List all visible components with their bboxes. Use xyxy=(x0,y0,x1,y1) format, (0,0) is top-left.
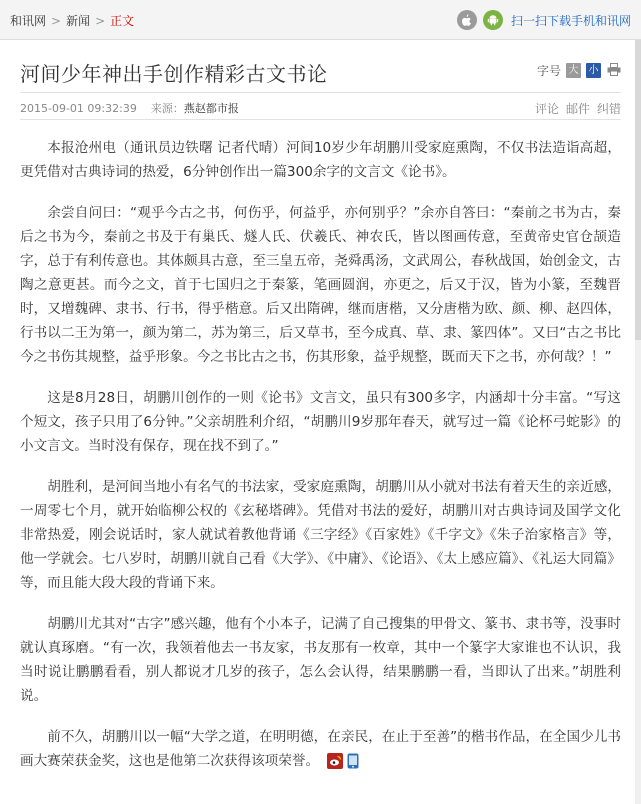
share-mobile-icon[interactable] xyxy=(347,753,359,769)
article-body xyxy=(20,136,621,790)
article-paragraph: 余尝自问曰：“观乎今古之书，何伤乎，何益乎，亦何别乎？”余亦自答曰：“秦前之书为古，秦后之书为今，秦前之书及于有巢氏、燧人氏、伏羲氏、神农氏，皆以图画传意，至黄帝史官仓颉造字，总于有利传意也。其体颇具古意，至三皇五帝，尧舜禹汤，文武周公，春秋战国，始创金文，古陶之意更甚。而今之文，首于七国归之于秦篆，笔画圆润，亦更之，后又于汉，皆为小篆，至魏晋时，又增魏碑、隶书、行书，得乎楷意。后又出隋碑，继而唐楷，又分唐楷为欧、颜、柳、赵四体，行书以二王为第一，颜为第二，苏为第三，后又草书，至今成真、草、隶、篆四体”。又曰“古之书比今之书伤其规整，益乎形象。今之书比古之书，伤其形象，益乎规整，既而天下之书，亦何哉？！” xyxy=(20,205,621,365)
meta-divider xyxy=(20,119,621,120)
comment-link[interactable]: 评论 xyxy=(534,102,559,116)
email-link[interactable]: 邮件 xyxy=(565,102,590,116)
share-icons xyxy=(323,753,359,769)
correct-link[interactable]: 纠错 xyxy=(596,102,621,116)
article-paragraph: 本报沧州电（通讯员边铁曙 记者代晴）河间10岁少年胡鹏川受家庭熏陶，不仅书法造诣高超，更凭借对古典诗词的热爱，6分钟创作出一篇300余字的文言文《论书》。 xyxy=(20,140,621,180)
breadcrumb-current: 正文 xyxy=(110,14,135,28)
article-paragraph: 胡鹏川尤其对“古字”感兴趣，他有个小本子，记满了自己搜集的甲骨文、篆书、隶书等，没事时就认真琢磨。“有一次，我领着他去一书友家，书友那有一枚章，其中一个篆字大家谁也不认识，我当时说让鹏鹏看看，别人都说才几岁的孩子，怎么会认得，结果鹏鹏一看，当即认了出来。”胡胜利说。 xyxy=(20,616,621,704)
app-download-link[interactable]: 扫一扫下载手机和讯网 xyxy=(510,13,631,28)
title-divider xyxy=(20,92,621,93)
publish-date: 2015-09-01 09:32:39 xyxy=(20,102,137,115)
article-actions xyxy=(528,100,621,117)
apple-icon[interactable] xyxy=(457,10,477,30)
font-size-control xyxy=(537,62,621,79)
font-big-button[interactable]: 大 xyxy=(566,63,581,78)
breadcrumb-channel-link[interactable]: 新闻 xyxy=(66,14,91,28)
breadcrumb-separator: > xyxy=(51,14,62,28)
breadcrumb xyxy=(10,12,134,29)
article-paragraph-text: 前不久，胡鹏川以一幅“大学之道，在明明德，在亲民，在止于至善”的楷书作品，在全国少儿书画大赛荣获金奖，这也是他第二次获得该项荣誉。 xyxy=(20,729,621,769)
breadcrumb-site-link[interactable]: 和讯网 xyxy=(10,14,47,28)
article-paragraph: 胡胜利，是河间当地小有名气的书法家，受家庭熏陶，胡鹏川从小就对书法有着天生的亲近感，一周零七个月，就开始临柳公权的《玄秘塔碑》。凭借对书法的爱好，胡鹏川对古典诗词及国学文化非常热爱，刚会说话时，家人就试着教他背诵《三字经》《百家姓》《千字文》《朱子治家格言》等，他一学就会。七八岁时，胡鹏川就自己看《大学》、《中庸》、《论语》、《太上感应篇》、《礼运大同篇》等，而且能大段大段的背诵下来。 xyxy=(20,479,621,591)
scrollbar[interactable] xyxy=(635,40,641,804)
print-icon[interactable] xyxy=(607,63,621,79)
app-download xyxy=(457,9,631,31)
article-title: 河间少年神出手创作精彩古文书论 xyxy=(20,62,328,86)
share-weibo-icon[interactable] xyxy=(327,753,343,769)
article-last-paragraph xyxy=(20,725,621,773)
font-small-button[interactable]: 小 xyxy=(586,63,601,78)
breadcrumb-separator: > xyxy=(95,14,106,28)
source-label: 来源： xyxy=(150,102,184,115)
font-size-label: 字号 xyxy=(536,64,561,78)
article-paragraph: 这是8月28日，胡鹏川创作的一则《论书》文言文，虽只有300多字，内涵却十分丰富。“写这个短文，孩子只用了6分钟。”父亲胡胜利介绍，“胡鹏川9岁那年春天，就写过一篇《论杯弓蛇影》的小文言文。当时没有保存，现在找不到了。” xyxy=(20,390,621,454)
source-name[interactable]: 燕赵都市报 xyxy=(183,102,239,115)
article-meta xyxy=(20,100,239,116)
scrollbar-thumb[interactable] xyxy=(635,40,641,340)
top-bar xyxy=(0,0,641,40)
android-icon[interactable] xyxy=(483,10,503,30)
